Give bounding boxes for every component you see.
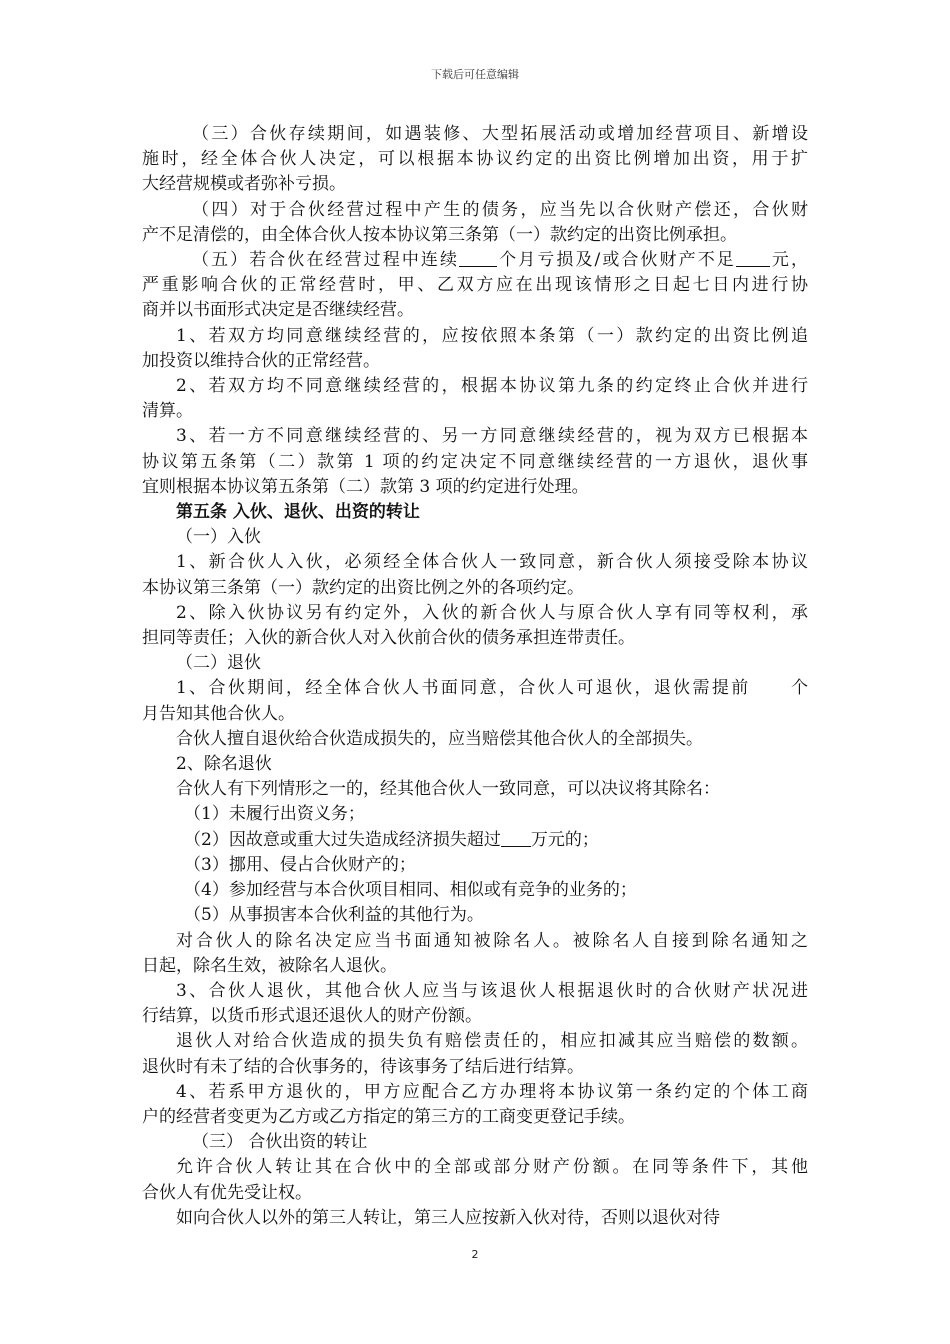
paragraph-line: 严重影响合伙的正常经营时，甲、乙双方应在出现该情形之日起七日内进行协 [142,275,808,296]
text-fragment: （五）若合伙在经营过程中连续 [192,250,460,271]
paragraph-line: 2、若双方均不同意继续经营的，根据本协议第九条的约定终止合伙并进行 [176,376,808,397]
paragraph-line: （四）对于合伙经营过程中产生的债务，应当先以合伙财产偿还，合伙财 [192,199,808,220]
text-fragment: 1、合伙期间，经全体合伙人书面同意，合伙人可退伙，退伙需提前 [176,678,751,699]
paragraph-line: 合伙人有下列情形之一的，经其他合伙人一致同意，可以决议将其除名： [176,779,720,800]
paragraph-line: 清算。 [142,401,193,422]
text-fragment: （2）因故意或重大过失造成经济损失超过 [184,829,501,850]
list-item: （5）从事损害本合伙利益的其他行为。 [184,905,484,926]
paragraph-line: 加投资以维持合伙的正常经营。 [142,350,380,371]
text-fragment: 个月亏损及/或合伙财产不足 [497,250,736,271]
list-item [142,828,808,853]
blank-amount [736,250,770,267]
paragraph-line: 月告知其他合伙人。 [142,703,295,724]
paragraph-line: 日起，除名生效，被除名人退伙。 [142,955,397,976]
page-number: 2 [471,1248,479,1261]
section-heading: （一）入伙 [176,527,261,548]
text-fragment: 万元的； [530,829,599,850]
paragraph-line: 合伙人有优先受让权。 [142,1182,312,1203]
paragraph-line: 2、除名退伙 [176,754,272,775]
paragraph-line: 对合伙人的除名决定应当书面通知被除名人。被除名人自接到除名通知之 [176,930,808,951]
paragraph-line: 商并以书面形式决定是否继续经营。 [142,300,414,321]
page-header: 下载后可任意编辑 [431,68,519,81]
paragraph-line: 1、若双方均同意继续经营的，应按依照本条第（一）款约定的出资比例追 [176,325,808,346]
text-fragment: 个 [788,678,809,699]
paragraph-line: 合伙人擅自退伙给合伙造成损失的，应当赔偿其他合伙人的全部损失。 [176,728,703,749]
paragraph-line: 户的经营者变更为乙方或乙方指定的第三方的工商变更登记手续。 [142,1106,635,1127]
paragraph-line: 3、若一方不同意继续经营的、另一方同意继续经营的，视为双方已根据本 [176,426,808,447]
paragraph-line [142,248,808,273]
list-item: （4）参加经营与本合伙项目相同、相似或有竞争的业务的； [184,880,637,901]
list-item: （3）挪用、侵占合伙财产的； [184,854,416,875]
paragraph-line: 担同等责任；入伙的新合伙人对入伙前合伙的债务承担连带责任。 [142,628,635,649]
list-item: （1）未履行出资义务； [184,804,365,825]
paragraph-line [142,676,808,701]
paragraph-line: 退伙时有未了结的合伙事务的，待该事务了结后进行结算。 [142,1056,584,1077]
paragraph-line: 协议第五条第（二）款第 1 项的约定决定不同意继续经营的一方退伙，退伙事 [142,451,808,472]
blank-months [459,250,497,267]
paragraph-line: 大经营规模或者弥补亏损。 [142,174,346,195]
section-heading: （二）退伙 [176,653,261,674]
paragraph-line: 宜则根据本协议第五条第（二）款第 3 项的约定进行处理。 [142,476,589,497]
blank-loss-amount [501,830,531,847]
section-heading: （三） 合伙出资的转让 [192,1132,368,1153]
text-fragment: 元， [769,250,809,271]
paragraph-line: 1、新合伙人入伙，必须经全体合伙人一致同意，新合伙人须接受除本协议 [176,552,808,573]
paragraph-line: 2、除入伙协议另有约定外，入伙的新合伙人与原合伙人享有同等权利，承 [176,602,808,623]
paragraph-line: 行结算，以货币形式退还退伙人的财产份额。 [142,1006,482,1027]
paragraph-line: 退伙人对给合伙造成的损失负有赔偿责任的，相应扣减其应当赔偿的数额。 [176,1031,808,1052]
document-body [142,122,808,1231]
paragraph-line: 允许合伙人转让其在合伙中的全部或部分财产份额。在同等条件下，其他 [176,1157,808,1178]
paragraph-line: 3、合伙人退伙，其他合伙人应当与该退伙人根据退伙时的合伙财产状况进 [176,980,808,1001]
paragraph-line: （三）合伙存续期间，如遇装修、大型拓展活动或增加经营项目、新增设 [192,124,808,144]
paragraph-line: 4、若系甲方退伙的，甲方应配合乙方办理将本协议第一条约定的个体工商 [176,1081,808,1102]
article-heading: 第五条 入伙、退伙、出资的转让 [176,502,420,523]
paragraph-line: 产不足清偿的，由全体合伙人按本协议第三条第（一）款约定的出资比例承担。 [142,224,737,245]
paragraph-line: 如向合伙人以外的第三人转让，第三人应按新入伙对待，否则以退伙对待 [176,1207,720,1228]
paragraph-line: 施时，经全体合伙人决定，可以根据本协议约定的出资比例增加出资，用于扩 [142,149,808,170]
paragraph-line: 本协议第三条第（一）款约定的出资比例之外的各项约定。 [142,577,584,598]
